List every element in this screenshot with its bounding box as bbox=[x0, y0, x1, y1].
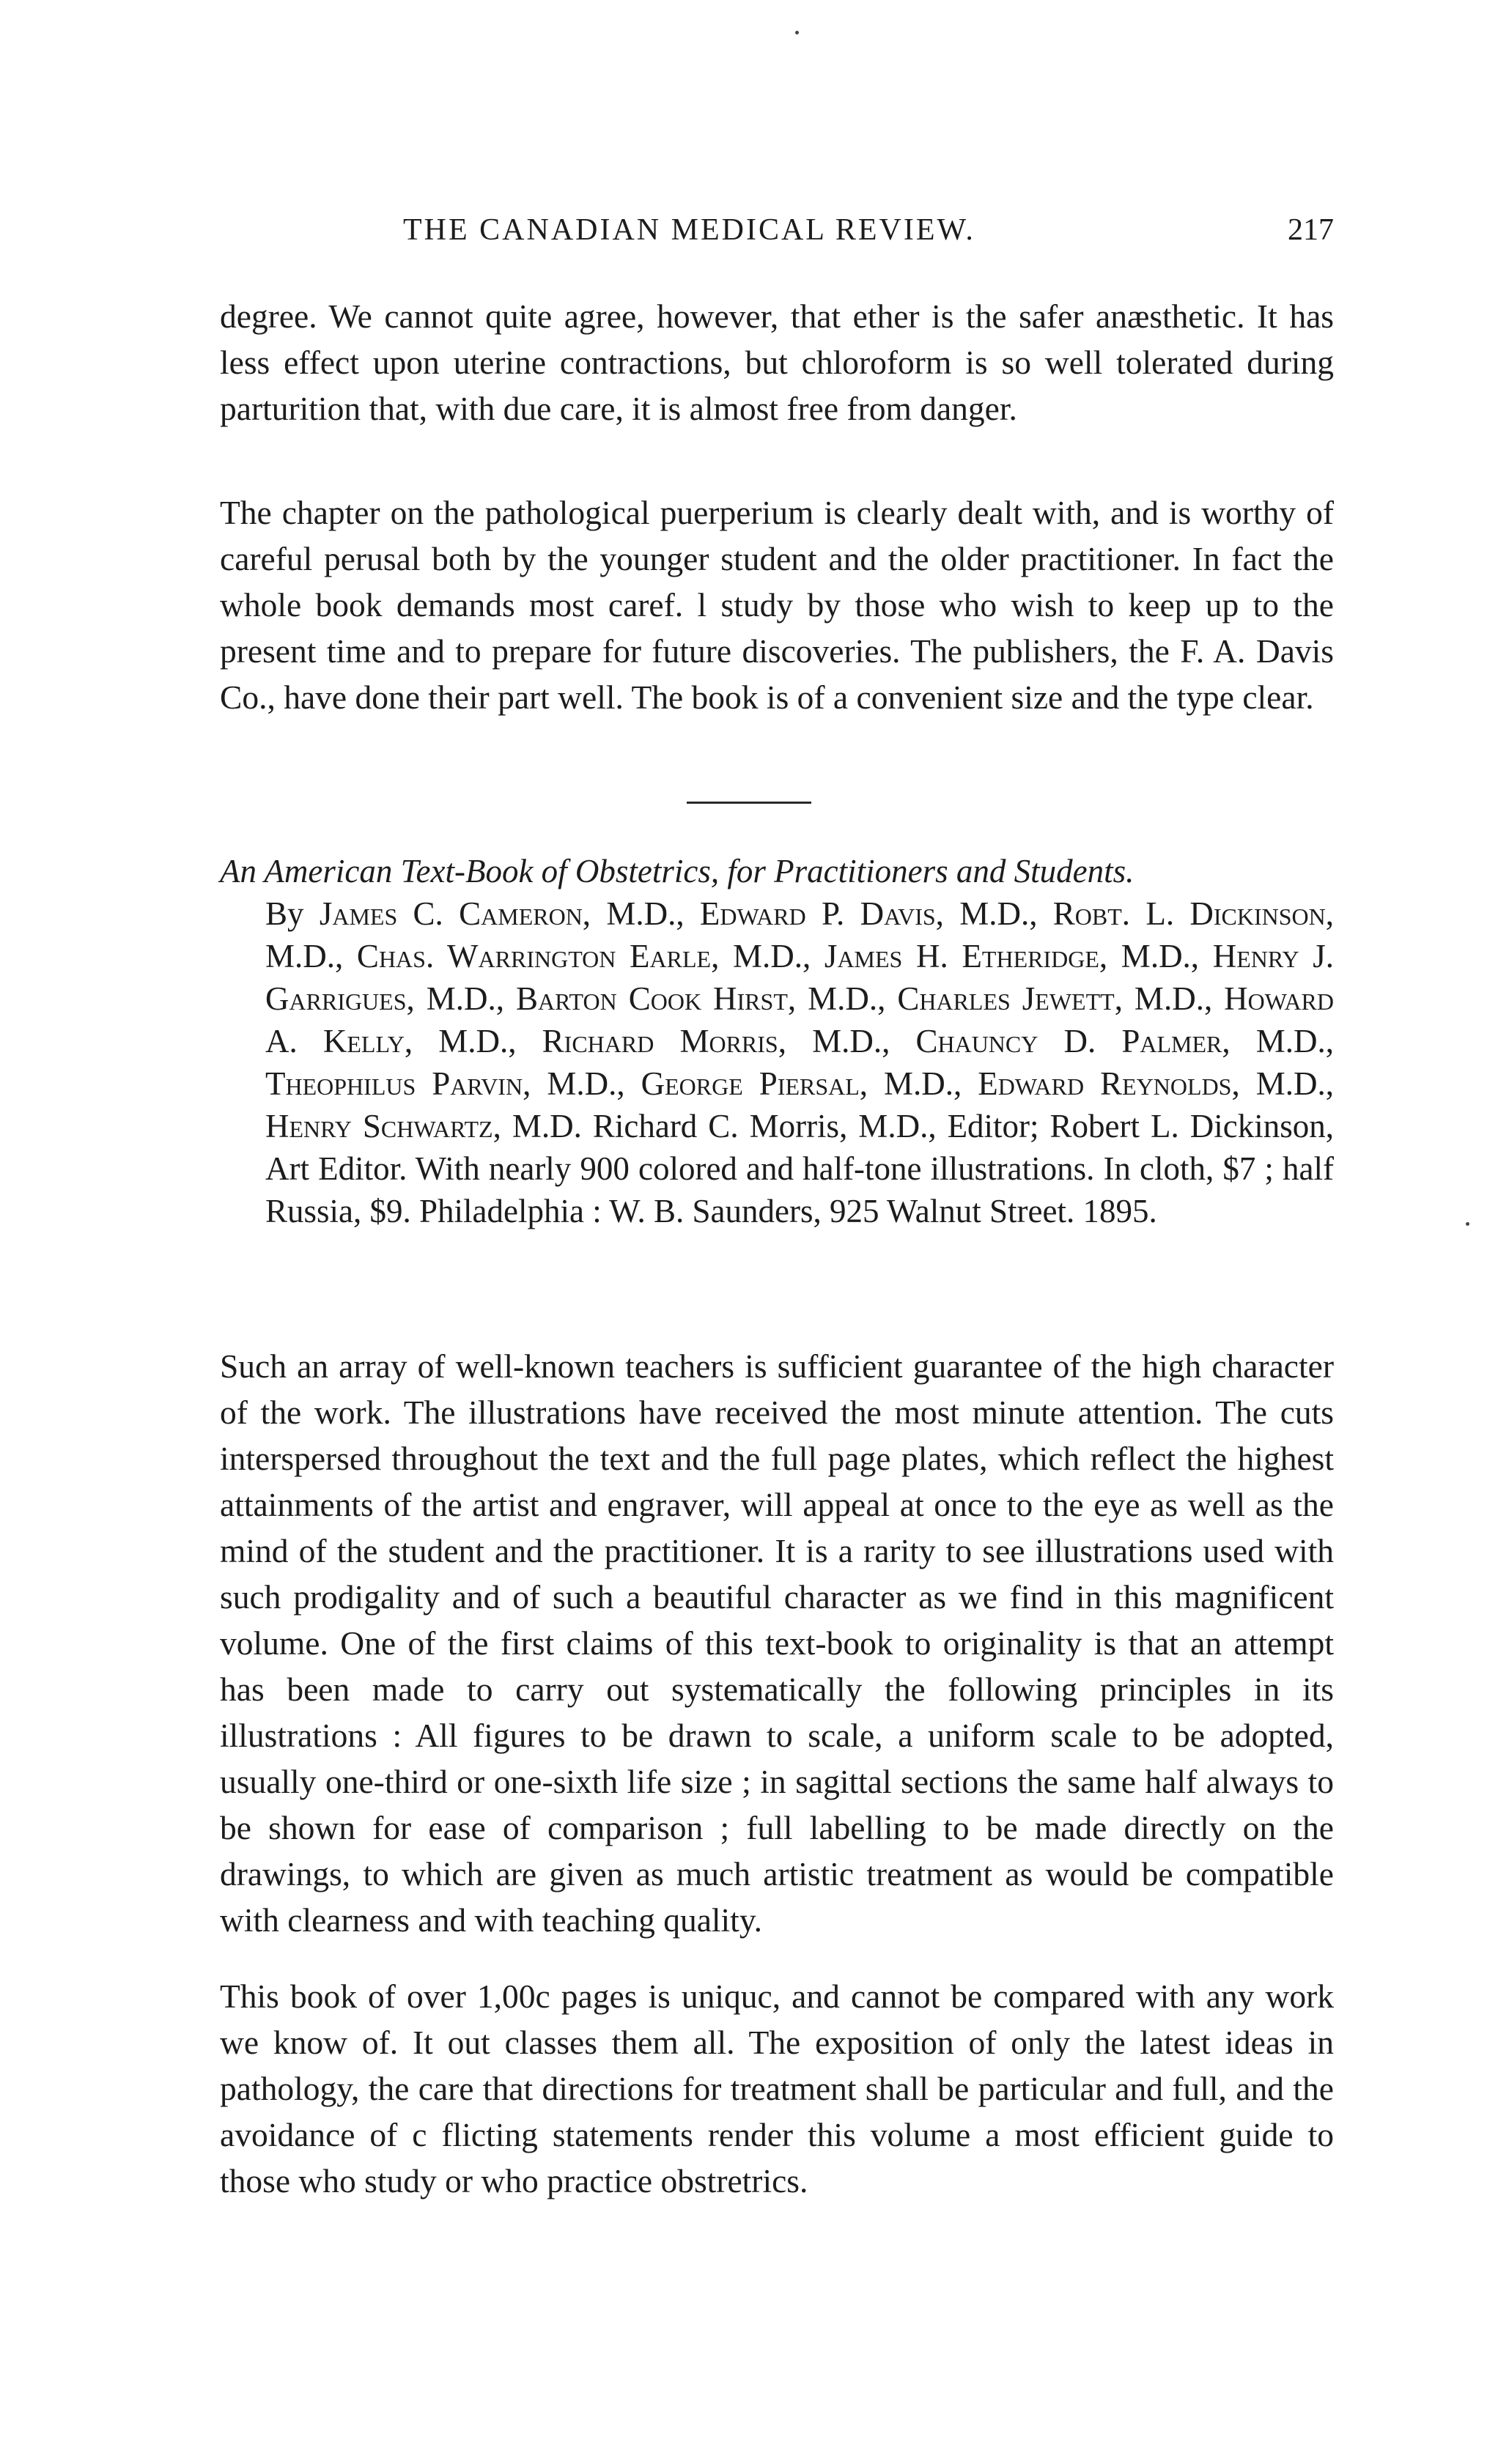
citation-editors: Richard C. Morris, M.D., Editor; Robert L. Dickinson, Art Editor. bbox=[265, 1108, 1334, 1187]
book-citation bbox=[220, 850, 1334, 1232]
paragraph-teachers-illustrations: Such an array of well-known teachers is sufficient guarantee of the high character of the work. The illustrations have received the most minute attention. The cuts interspersed throughout the text and the full page plates, which reflect the highest attainments of the artist and engraver, will appeal at once to the eye as well as the mind of the student and the practitioner. It is a rarity to see illustrations used with such prodigality and of such a beautiful character as we find in this magnificent volume. One of the first claims of this text-book to originality is that an attempt has been made to carry out systematically the following principles in its illustrations : All figures to be drawn to scale, a uniform scale to be adopted, usually one-third or one-sixth life size ; in sagittal sections the same half always to be shown for ease of comparison ; full labelling to be made directly on the drawings, to which are given as much artistic treatment as would be compatible with clearness and with teaching quality. bbox=[220, 1347, 1334, 1939]
citation-details: With nearly 900 colored and half-tone illustrations. In cloth, $7 ; half Russia, $9. Philadelphia : W. B. Saunders, 925 Walnut Street. 1895. bbox=[265, 1150, 1334, 1229]
stray-mark-top bbox=[795, 31, 799, 34]
stray-mark-right bbox=[1466, 1222, 1469, 1226]
paragraph-ether-anaesthetic: degree. We cannot quite agree, however, that ether is the safer anæsthetic. It has less effect upon uterine contractions, but chloroform is so well tolerated during parturition that, with due care, it is almost free from danger. bbox=[220, 297, 1334, 427]
running-title: THE CANADIAN MEDICAL REVIEW. bbox=[403, 213, 975, 247]
book-title: An American Text-Book of Obstetrics, for Practitioners and Students. bbox=[220, 853, 1134, 889]
paragraph-unique-book: This book of over 1,00c pages is uniquc, and cannot be compared with any work we know of. It out classes them all. The exposition of only the latest ideas in pathology, the care that directions for treatment shall be particular and full, and the avoidance of c flicting statements render this volume a most efficient guide to those who study or who practice obstretrics. bbox=[220, 1978, 1334, 2200]
page-number: 217 bbox=[1288, 213, 1334, 247]
paragraph-pathological-puerperium: The chapter on the pathological puerperium is clearly dealt with, and is worthy of careful perusal both by the younger student and the older practitioner. In fact the whole book demands most caref. l study by those who wish to keep up to the present time and to prepare for future discoveries. The publishers, the F. A. Davis Co., have done their part well. The book is of a convenient size and the type clear. bbox=[220, 494, 1334, 716]
section-divider bbox=[687, 802, 811, 804]
citation-body bbox=[220, 892, 1334, 1232]
running-header bbox=[220, 212, 1334, 264]
citation-authors: James C. Cameron, M.D., Edward P. Davis, M.D., Robt. L. Dickinson, M.D., Chas. Warrington Earle, M.D., James H. Etheridge, M.D., Henry J. Garrigues, M.D., Barton Cook Hirst, M.D., Charles Jewett, M.D., Howard A. Kelly, M.D., Richard Morris, M.D., Chauncy D. Palmer, M.D., Theophilus Parvin, M.D., George Piersal, M.D., Edward Reynolds, M.D., Henry Schwartz, M.D. bbox=[265, 895, 1335, 1144]
citation-by: By bbox=[265, 895, 304, 932]
